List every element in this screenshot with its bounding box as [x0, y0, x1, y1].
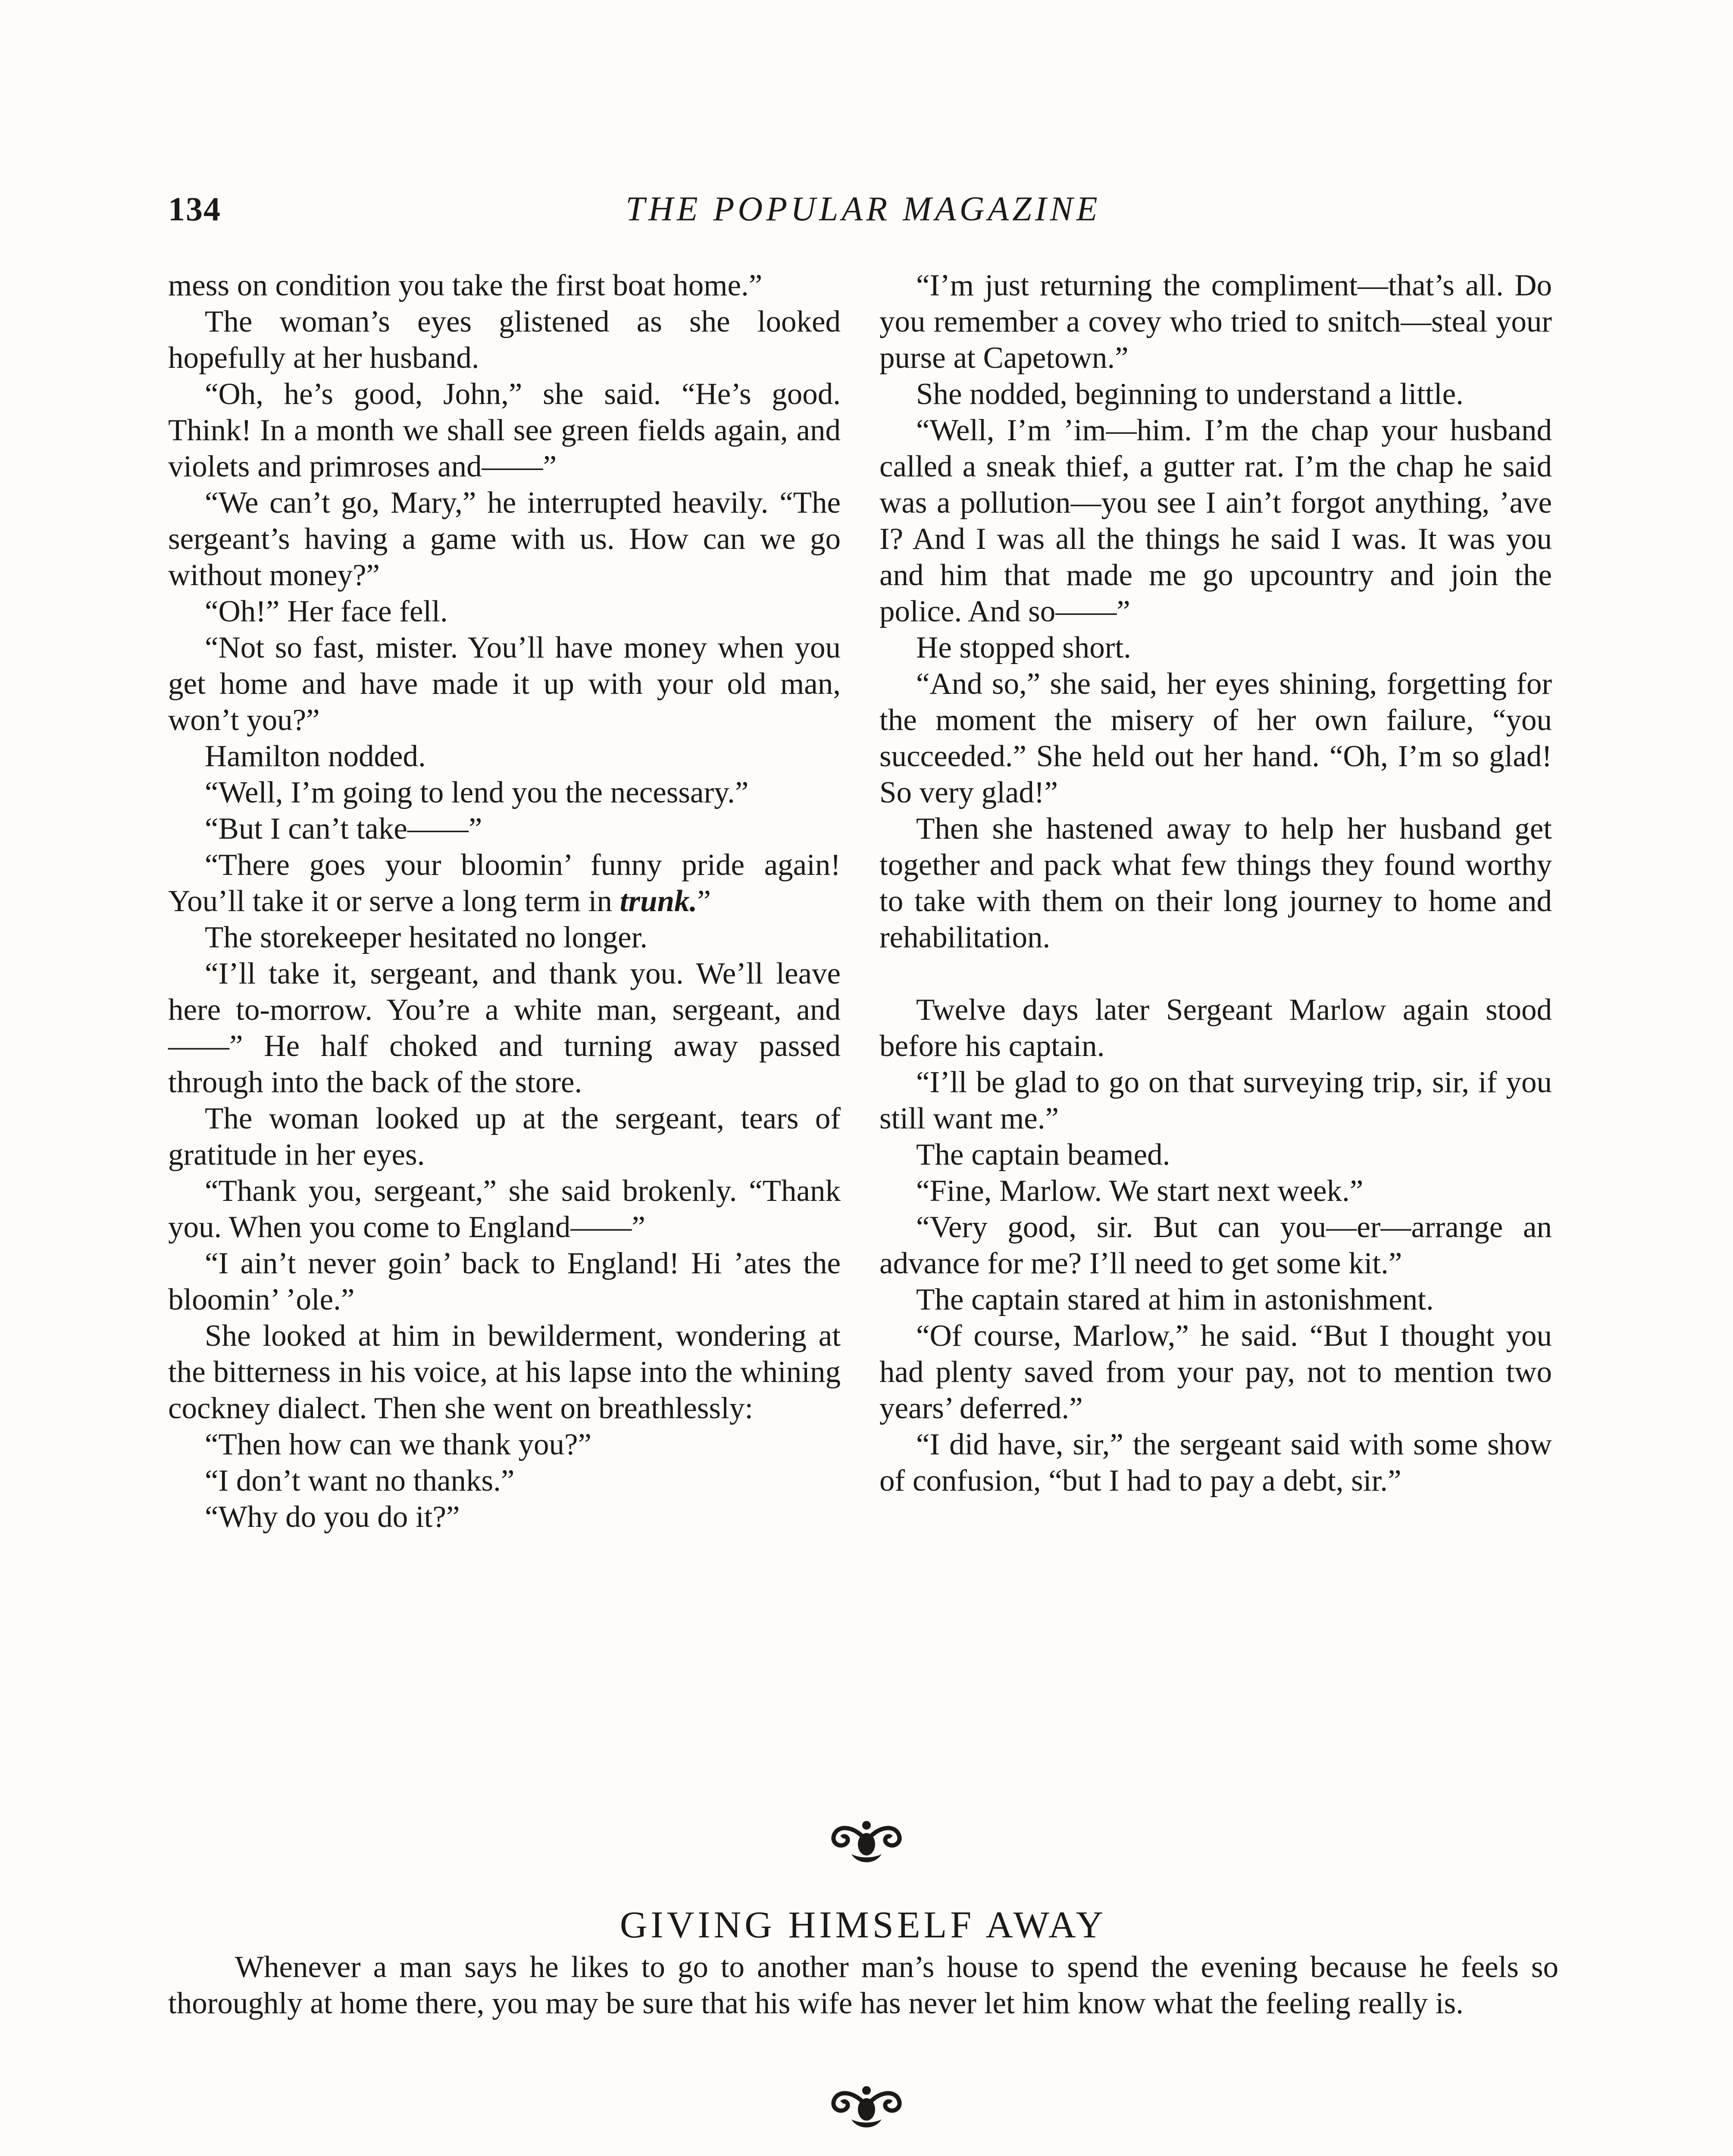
paragraph: Twelve days later Sergeant Marlow again stood before his captain. — [879, 993, 1552, 1063]
article-giving-himself-away — [168, 1902, 1558, 2021]
paragraph: “Oh, he’s good, John,” she said. “He’s good. Think! In a month we shall see green fields again, and violets and primroses and——” — [168, 377, 841, 483]
paragraph: “Well, I’m ’im—him. I’m the chap your husband called a sneak thief, a gutter rat. I’m the chap he said was a pollution—you see I ain’t forgot anything, ’ave I? And I was all the things he said I was. It was you and him that made me go upcountry and join the police. And so——” — [879, 414, 1552, 628]
closing-quote: ” — [697, 884, 711, 918]
paragraph: “I’ll be glad to go on that surveying trip, sir, if you still want me.” — [879, 1065, 1552, 1135]
paragraph: “But I can’t take——” — [205, 812, 482, 846]
paragraph: “And so,” she said, her eyes shining, forgetting for the moment the misery of her own failure, “you succeeded.” She held out her hand. “Oh, I’m so glad! So very glad!” — [879, 667, 1552, 809]
paragraph: “Not so fast, mister. You’ll have money when you get home and have made it up with your old man, won’t you?” — [168, 631, 841, 737]
article-title: GIVING HIMSELF AWAY — [619, 1904, 1107, 1946]
paragraph: “I’m just returning the compliment—that’s all. Do you remember a covey who tried to snitch—steal your purse at Capetown.” — [879, 269, 1552, 375]
paragraph: “I don’t want no thanks.” — [205, 1464, 515, 1498]
running-title: THE POPULAR MAGAZINE — [626, 190, 1101, 228]
paragraph: He stopped short. — [916, 631, 1131, 664]
paragraph: She nodded, beginning to understand a little. — [916, 377, 1464, 411]
paragraph: “Then how can we thank you?” — [205, 1428, 591, 1461]
paragraph: “Fine, Marlow. We start next week.” — [916, 1174, 1364, 1208]
paragraph: “Thank you, sergeant,” she said brokenly. “Thank you. When you come to England——” — [168, 1174, 841, 1244]
paragraph: “Well, I’m going to lend you the necessary.” — [205, 776, 749, 809]
paragraph-text: “There goes your bloomin’ funny pride again! You’ll take it or serve a long term in — [168, 848, 841, 918]
paragraph: “Why do you do it?” — [205, 1500, 460, 1534]
paragraph: “I’ll take it, sergeant, and thank you. We’ll leave here to-morrow. You’re a white man, sergeant, and——” He half choked and turning away passed through into the back of the store. — [168, 957, 841, 1099]
fleuron-ornament-icon — [826, 2078, 907, 2134]
emphasized-word: trunk. — [619, 884, 698, 918]
paragraph: She looked at him in bewilderment, wondering at the bitterness in his voice, at his lapse into the whining cockney dialect. Then she went on breathlessly: — [168, 1319, 841, 1425]
paragraph: “We can’t go, Mary,” he interrupted heavily. “The sergeant’s having a game with us. How can we go without money?” — [168, 486, 841, 592]
paragraph — [168, 847, 841, 919]
paragraph: mess on condition you take the first boat home.” — [168, 269, 763, 302]
paragraph: The captain stared at him in astonishment. — [916, 1283, 1434, 1316]
paragraph: “Oh!” Her face fell. — [205, 595, 448, 628]
left-column — [168, 267, 841, 1535]
paragraph: Then she hastened away to help her husband get together and pack what few things they found worthy to take with them on their long journey to home and rehabilitation. — [879, 812, 1552, 954]
paragraph: The woman looked up at the sergeant, tears of gratitude in her eyes. — [168, 1102, 841, 1172]
paragraph: “Very good, sir. But can you—er—arrange an advance for me? I’ll need to get some kit.” — [879, 1210, 1552, 1280]
fleuron-ornament-icon — [826, 1813, 907, 1869]
paragraph: The captain beamed. — [916, 1138, 1170, 1172]
paragraph: “I ain’t never goin’ back to England! Hi ’ates the bloomin’ ’ole.” — [168, 1247, 841, 1316]
right-column — [879, 267, 1552, 1499]
paragraph: The woman’s eyes glistened as she looked hopefully at her husband. — [168, 305, 841, 375]
paragraph: “I did have, sir,” the sergeant said with some show of confusion, “but I had to pay a debt, sir.” — [879, 1428, 1552, 1498]
paragraph: “Of course, Marlow,” he said. “But I thought you had plenty saved from your pay, not to mention two years’ deferred.” — [879, 1319, 1552, 1425]
paragraph: Hamilton nodded. — [205, 740, 426, 773]
article-body: Whenever a man says he likes to go to another man’s house to spend the evening because he feels so thoroughly at home there, you may be sure that his wife has never let him know what the feeling really is. — [168, 1950, 1558, 2020]
paragraph: The storekeeper hesitated no longer. — [205, 921, 648, 954]
page-number: 134 — [168, 190, 221, 228]
page-header — [168, 185, 1558, 233]
